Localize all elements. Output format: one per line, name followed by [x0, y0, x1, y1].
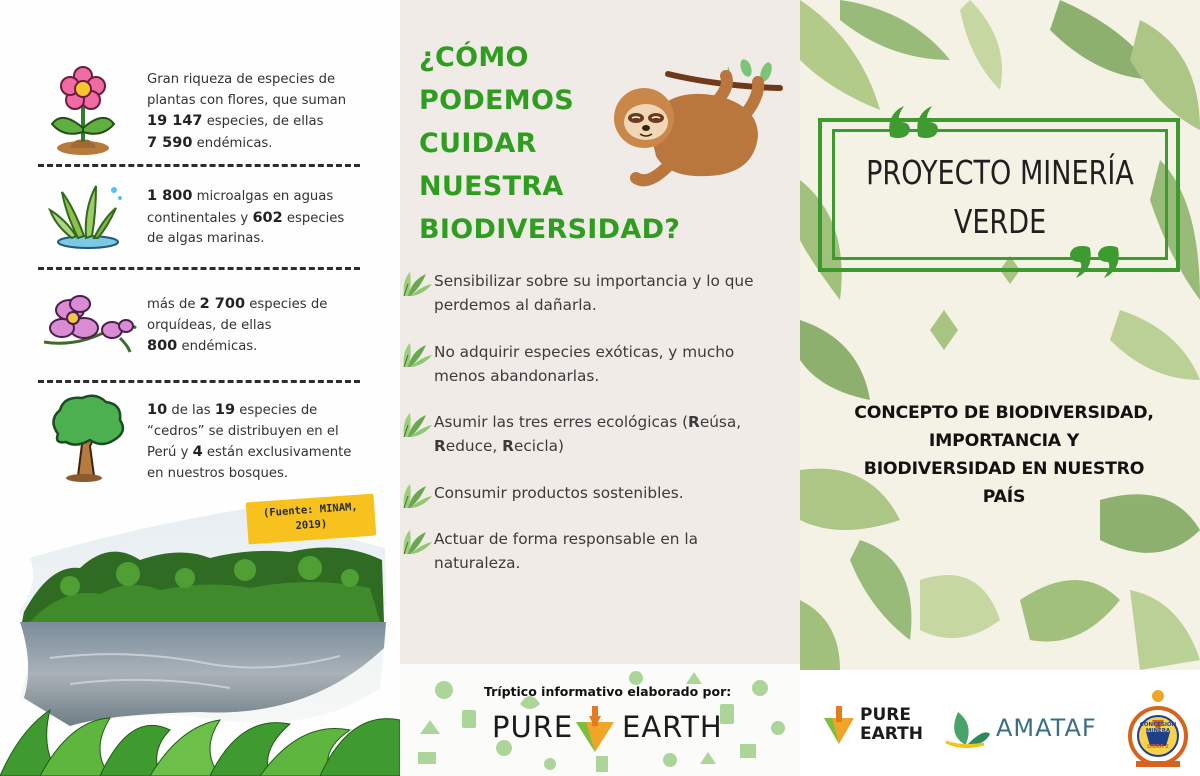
fact-text: [147, 400, 372, 484]
text-run: Sensibilizar sobre su importancia y lo que perdemos al dañarla.: [434, 272, 754, 314]
close-quote-icon: [1064, 244, 1124, 284]
flower-icon: [40, 62, 140, 162]
tip-text: [434, 341, 789, 388]
leaf-bullet-icon: [400, 411, 436, 439]
mining-concession-arc-text: CONCESIÓN MINERA: [1139, 722, 1177, 734]
fact-line: [147, 336, 372, 358]
fact-flowering-plants: [40, 62, 370, 162]
title-line: ¿CÓMO: [419, 42, 529, 73]
text-run: No adquirir especies exóticas, y mucho menos abandonarlas.: [434, 343, 735, 385]
highlight-number: 800: [147, 338, 178, 354]
pure-earth-logo-right: EARTH: [622, 710, 723, 744]
highlight-number: 7 590: [147, 134, 193, 151]
leaf-pattern-background: [800, 0, 1200, 670]
highlight-number: 2 700: [199, 296, 246, 312]
concept-line: IMPORTANCIA Y: [928, 431, 1080, 451]
highlight-number: 19 147: [147, 113, 203, 129]
leaf-bullet-icon: [400, 528, 436, 556]
middle-panel: [400, 0, 800, 776]
fact-line: [147, 442, 372, 464]
source-line: 2019): [295, 517, 328, 533]
open-quote-icon: [886, 100, 946, 140]
partner-logos: [800, 670, 1200, 776]
fact-orchids: [40, 286, 370, 386]
fact-line: [147, 400, 372, 422]
fact-line: [147, 208, 372, 230]
amataf-logo-text: AMATAF: [996, 714, 1097, 742]
fact-line: [147, 316, 372, 337]
pure-earth-logo-text: [860, 706, 923, 744]
right-panel: [800, 0, 1200, 776]
concept-line: BIODIVERSIDAD EN NUESTRO: [863, 459, 1145, 479]
text-run: de las: [167, 403, 215, 418]
divider: [38, 267, 360, 270]
algae-icon: [40, 178, 140, 278]
text-run: más de: [147, 297, 200, 312]
sloth-illustration: [608, 56, 788, 196]
text-run: eúsa,: [699, 413, 742, 431]
leaf-bullet-icon: [400, 482, 436, 510]
amataf-logo-icon: [944, 704, 994, 750]
highlight-number: R: [434, 436, 446, 455]
fact-microalgae: [40, 178, 370, 278]
fact-line: [147, 422, 372, 443]
fact-line: [147, 111, 372, 133]
tip-item: [400, 528, 800, 578]
fact-line: [147, 70, 372, 91]
text-run: Asumir las tres erres ecológicas (: [434, 413, 689, 431]
leaf-bullet-icon: [400, 341, 436, 369]
tip-item: [400, 482, 800, 532]
concept-line: CONCEPTO DE BIODIVERSIDAD,: [854, 403, 1154, 423]
fact-line: [147, 133, 372, 155]
tip-text: [434, 411, 789, 458]
title-line: CUIDAR: [419, 128, 537, 159]
highlight-number: 602: [252, 209, 283, 226]
fact-line: [147, 294, 372, 316]
highlight-number: 1 800: [147, 188, 193, 204]
text-run: microalgas en aguas: [192, 189, 334, 204]
text-run: especies de: [235, 403, 318, 418]
fact-line: [147, 229, 372, 250]
credit-strip: [400, 664, 800, 776]
text-run: especies: [282, 210, 345, 226]
text-run: plantas con flores, que suman: [147, 92, 347, 108]
fact-line: [147, 464, 372, 485]
pure-earth-word: PURE: [860, 705, 911, 725]
tip-item: [400, 411, 800, 461]
source-line: (Fuente: MINAM,: [262, 500, 359, 520]
tip-item: [400, 270, 800, 320]
title-line: BIODIVERSIDAD?: [419, 214, 681, 245]
jungle-foliage-decoration: [0, 690, 400, 776]
project-title: [852, 148, 1147, 246]
title-line: PODEMOS: [419, 85, 574, 116]
text-run: están exclusivamente: [202, 445, 352, 460]
fact-text: [147, 186, 372, 250]
left-panel: [0, 0, 400, 776]
fact-text: [147, 294, 372, 358]
text-run: orquídeas, de ellas: [147, 317, 272, 333]
text-run: endémicas.: [177, 339, 258, 354]
tip-text: [434, 270, 789, 317]
text-run: ecicla): [513, 436, 565, 455]
text-run: Gran riqueza de especies de: [147, 72, 336, 87]
credit-label: Tríptico informativo elaborado por:: [484, 684, 732, 699]
divider: [38, 164, 360, 167]
highlight-number: 10: [147, 402, 168, 418]
earth-word: EARTH: [860, 724, 923, 744]
text-run: continentales y: [147, 210, 253, 226]
tip-text: [434, 528, 789, 575]
tip-text: [434, 482, 789, 506]
fact-line: [147, 186, 372, 208]
text-run: especies de: [245, 297, 328, 312]
text-run: endémicas.: [192, 135, 273, 151]
divider: [38, 380, 360, 383]
fact-text: [147, 70, 372, 154]
text-run: Actuar de forma responsable en la naturaleza.: [434, 530, 698, 572]
highlight-number: R: [688, 413, 700, 431]
title-line: NUESTRA: [419, 171, 564, 202]
mining-concession-sub-text: LIBRA 2: [1147, 744, 1169, 750]
orchid-icon: [40, 286, 140, 386]
project-title-line: PROYECTO MINERÍA: [866, 153, 1134, 192]
text-run: Perú y: [147, 445, 193, 460]
text-run: educe,: [445, 436, 503, 455]
text-run: de algas marinas.: [147, 231, 265, 246]
leaf-bullet-icon: [400, 270, 436, 298]
text-run: especies, de ellas: [202, 114, 324, 129]
text-run: Consumir productos sostenibles.: [434, 484, 684, 502]
fact-cedars: [40, 392, 370, 492]
pure-earth-logo-icon: [822, 704, 856, 746]
source-badge: [246, 494, 377, 545]
pure-earth-emblem-icon: [572, 702, 618, 754]
project-title-line: VERDE: [953, 202, 1047, 241]
fact-line: [147, 91, 372, 112]
concept-heading: [826, 399, 1182, 511]
pure-earth-logo-left: PURE: [492, 710, 574, 744]
concept-line: PAÍS: [982, 487, 1026, 507]
highlight-number: 19: [214, 402, 236, 418]
tree-icon: [40, 392, 140, 492]
highlight-number: R: [502, 436, 514, 455]
text-run: en nuestros bosques.: [147, 465, 289, 481]
highlight-number: 4: [192, 444, 203, 460]
text-run: “cedros” se distribuyen en el: [147, 423, 339, 439]
tip-item: [400, 341, 800, 391]
